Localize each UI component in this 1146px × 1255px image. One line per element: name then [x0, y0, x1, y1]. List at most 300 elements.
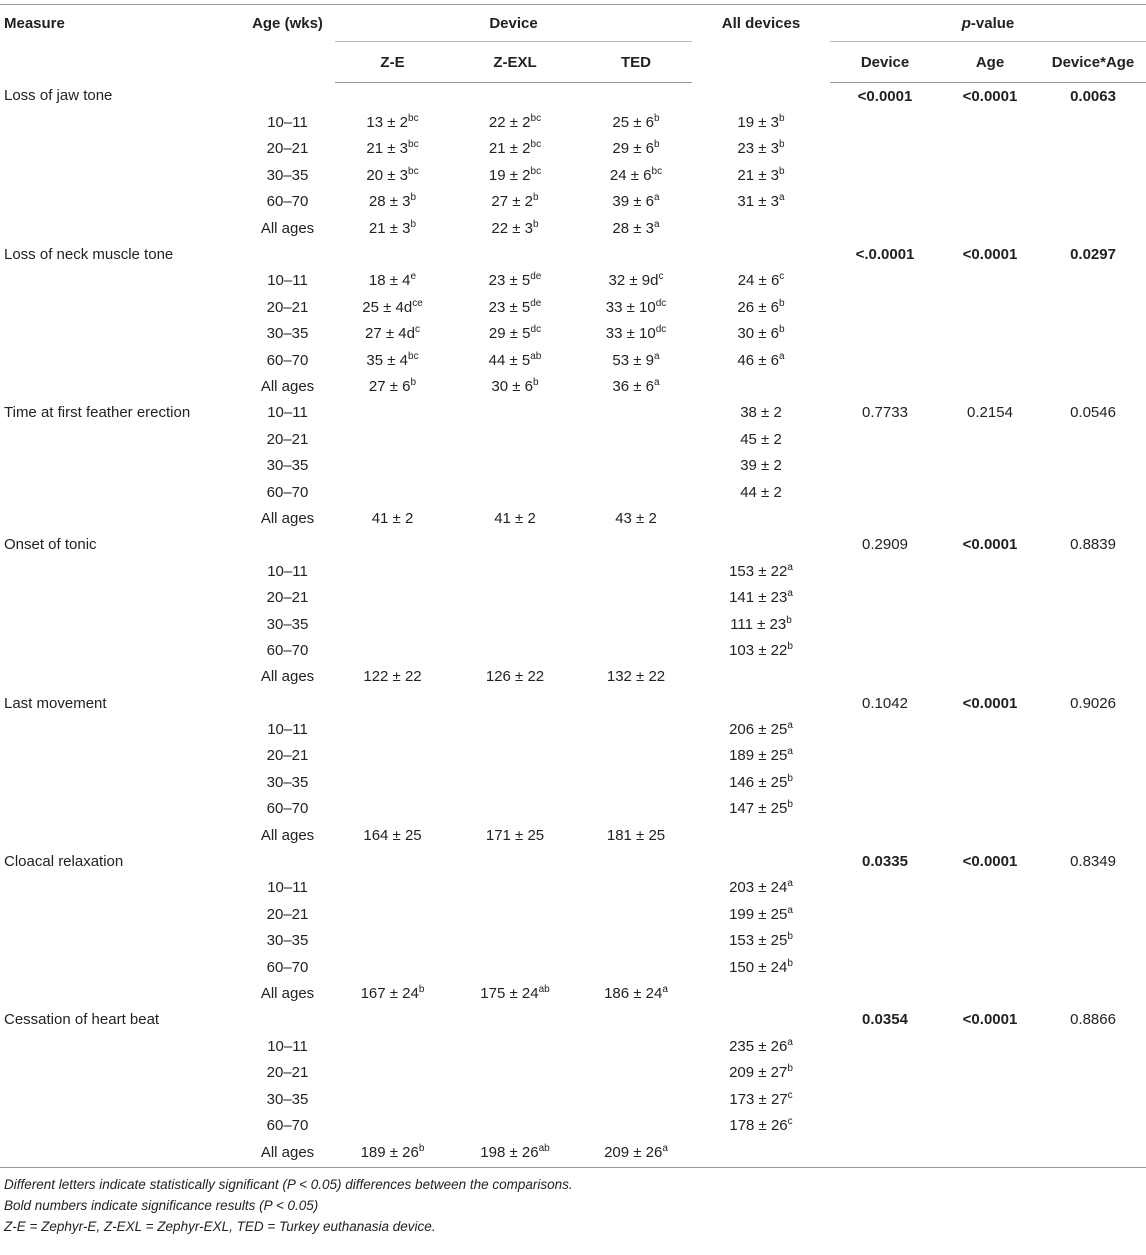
ted-cell: [580, 716, 692, 742]
age-row: [0, 954, 1146, 980]
p-device-cell: [830, 532, 940, 558]
p-device-age-cell: [1040, 294, 1146, 320]
age-row: [0, 1112, 1146, 1138]
p-device-cell-value: 0.0354: [862, 1011, 908, 1029]
age-row: [0, 373, 1146, 399]
zexl-cell: [450, 743, 580, 769]
age-cell: [240, 189, 335, 215]
age-cell: [240, 1086, 335, 1112]
all-devices-cell: [692, 268, 830, 294]
ted-cell-superscript: dc: [655, 324, 667, 336]
ze-cell: [335, 215, 450, 241]
all-devices-cell-superscript: c: [787, 1115, 793, 1127]
zexl-cell: [450, 848, 580, 874]
table-header: [0, 5, 1146, 83]
ted-cell: [580, 189, 692, 215]
measure-label: [0, 347, 240, 373]
all-devices-cell-value: 46 ± 6: [737, 351, 780, 369]
ted-cell: [580, 901, 692, 927]
ted-cell: [580, 1139, 692, 1168]
measure-label: [0, 1007, 240, 1033]
age-cell-value: All ages: [260, 984, 315, 1002]
p-device-age-cell-value: 0.0546: [1070, 404, 1116, 422]
ze-cell: [335, 1112, 450, 1138]
ted-cell: [580, 452, 692, 478]
p-device-age-cell: [1040, 1007, 1146, 1033]
header-ze: Z-E: [335, 42, 450, 83]
p-device-cell: [830, 321, 940, 347]
all-devices-cell-value: 150 ± 24: [729, 958, 788, 976]
zexl-cell-value: 30 ± 6: [491, 377, 534, 395]
ted-cell: [580, 690, 692, 716]
ze-cell-superscript: bc: [408, 165, 419, 177]
ted-cell: [580, 584, 692, 610]
all-devices-cell-superscript: a: [779, 350, 785, 362]
ze-cell-superscript: e: [410, 271, 417, 283]
age-cell: [240, 769, 335, 795]
header-age: Age (wks): [240, 5, 335, 83]
p-device-age-cell: [1040, 83, 1146, 110]
age-cell: [240, 136, 335, 162]
p-device-age-cell: [1040, 875, 1146, 901]
p-device-cell: [830, 875, 940, 901]
measure-label-value: Cloacal relaxation: [4, 853, 124, 871]
p-age-cell: [940, 875, 1040, 901]
all-devices-cell-value: 103 ± 22: [729, 641, 788, 659]
ze-cell: [335, 294, 450, 320]
ted-cell-superscript: a: [662, 1143, 668, 1155]
zexl-cell-value: 175 ± 24: [480, 984, 539, 1002]
age-row: [0, 1059, 1146, 1085]
zexl-cell: [450, 769, 580, 795]
ted-cell: [580, 848, 692, 874]
p-age-cell: [940, 848, 1040, 874]
ze-cell-value: 18 ± 4: [368, 272, 411, 290]
ted-cell: [580, 743, 692, 769]
age-row: [0, 716, 1146, 742]
ze-cell: [335, 241, 450, 267]
footnote-letters: Different letters indicate statistically significant (P < 0.05) differences between the comparisons.: [4, 1176, 573, 1192]
header-p-value-group: [830, 5, 1146, 42]
ted-cell-value: 32 ± 9d: [608, 272, 659, 290]
age-row: [0, 136, 1146, 162]
ze-cell: [335, 848, 450, 874]
all-devices-cell: [692, 743, 830, 769]
all-devices-cell-superscript: a: [787, 878, 793, 890]
ze-cell-value: 35 ± 4: [366, 351, 409, 369]
p-age-cell-value: <0.0001: [962, 1011, 1018, 1029]
p-device-age-cell: [1040, 664, 1146, 690]
ze-cell: [335, 558, 450, 584]
age-cell-value: 10–11: [267, 562, 308, 580]
ze-cell: [335, 83, 450, 110]
ted-cell-superscript: b: [654, 113, 660, 125]
ted-cell-value: 39 ± 6: [612, 193, 655, 211]
measure-label: [0, 584, 240, 610]
age-cell-value: All ages: [260, 377, 315, 395]
ze-cell-superscript: bc: [408, 350, 419, 362]
ze-cell-value: 21 ± 3: [368, 219, 411, 237]
age-cell-value: 30–35: [266, 773, 309, 791]
measure-label: [0, 400, 240, 426]
age-row: [0, 901, 1146, 927]
age-row: [0, 875, 1146, 901]
all-devices-cell-superscript: b: [787, 931, 793, 943]
ted-cell-superscript: bc: [651, 165, 663, 177]
age-cell-value: 60–70: [266, 1116, 309, 1134]
age-cell-value: All ages: [260, 1144, 315, 1162]
all-devices-cell: [692, 928, 830, 954]
ze-cell: [335, 954, 450, 980]
p-device-age-cell: [1040, 426, 1146, 452]
age-row: [0, 980, 1146, 1006]
ted-cell-value: 186 ± 24: [604, 984, 663, 1002]
zexl-cell: [450, 532, 580, 558]
p-device-cell: [830, 716, 940, 742]
results-table: [0, 4, 1146, 1168]
all-devices-cell-value: 44 ± 2: [740, 483, 782, 501]
age-row: [0, 637, 1146, 663]
age-cell: [240, 452, 335, 478]
ted-cell-value: 181 ± 25: [606, 826, 666, 844]
ted-cell: [580, 875, 692, 901]
ted-cell-value: 53 ± 9: [612, 351, 655, 369]
p-device-age-cell: [1040, 1112, 1146, 1138]
p-age-cell: [940, 1059, 1040, 1085]
ted-cell: [580, 321, 692, 347]
measure-label: [0, 796, 240, 822]
ted-cell: [580, 83, 692, 110]
age-cell-value: 10–11: [267, 879, 308, 897]
p-age-cell: [940, 637, 1040, 663]
age-row: [0, 479, 1146, 505]
age-cell: [240, 268, 335, 294]
p-device-cell: [830, 215, 940, 241]
age-cell-value: 60–70: [266, 641, 309, 659]
age-cell: [240, 400, 335, 426]
p-age-cell: [940, 162, 1040, 188]
p-device-cell-value: 0.0335: [862, 853, 908, 871]
age-cell-value: 20–21: [266, 589, 309, 607]
all-devices-cell: [692, 875, 830, 901]
all-devices-cell: [692, 136, 830, 162]
all-devices-cell: [692, 241, 830, 267]
ze-cell: [335, 690, 450, 716]
p-age-cell: [940, 1112, 1040, 1138]
p-device-cell: [830, 980, 940, 1006]
all-devices-cell: [692, 901, 830, 927]
all-devices-cell: [692, 848, 830, 874]
all-devices-cell-value: 39 ± 2: [740, 457, 782, 475]
all-devices-cell: [692, 980, 830, 1006]
p-device-age-cell: [1040, 373, 1146, 399]
p-device-cell: [830, 83, 940, 110]
measure-label: [0, 980, 240, 1006]
measure-label-value: Time at first feather erection: [4, 404, 191, 422]
zexl-cell-value: 22 ± 3: [491, 219, 534, 237]
ze-cell-value: 13 ± 2: [366, 114, 409, 132]
zexl-cell-value: 126 ± 22: [485, 668, 545, 686]
p-age-cell: [940, 690, 1040, 716]
p-device-cell: [830, 1007, 940, 1033]
zexl-cell: [450, 479, 580, 505]
p-device-age-cell: [1040, 769, 1146, 795]
p-device-cell: [830, 954, 940, 980]
zexl-cell: [450, 136, 580, 162]
zexl-cell-value: 22 ± 2: [488, 114, 531, 132]
age-cell: [240, 584, 335, 610]
ted-cell-value: 24 ± 6: [609, 166, 652, 184]
age-cell: [240, 479, 335, 505]
p-age-cell: [940, 400, 1040, 426]
age-cell: [240, 1112, 335, 1138]
all-devices-cell: [692, 479, 830, 505]
p-device-cell: [830, 796, 940, 822]
p-age-cell-value: 0.2154: [967, 404, 1013, 422]
zexl-cell: [450, 875, 580, 901]
zexl-cell: [450, 1112, 580, 1138]
p-age-cell: [940, 241, 1040, 267]
zexl-cell: [450, 1139, 580, 1168]
measure-row: [0, 848, 1146, 874]
ze-cell: [335, 1139, 450, 1168]
p-device-age-cell: [1040, 452, 1146, 478]
ze-cell: [335, 611, 450, 637]
age-cell: [240, 690, 335, 716]
all-devices-cell-value: 209 ± 27: [729, 1064, 788, 1082]
age-row: [0, 347, 1146, 373]
ted-cell-value: 25 ± 6: [612, 114, 655, 132]
all-devices-cell-superscript: b: [779, 139, 785, 151]
p-device-cell-value: <.0.0001: [855, 246, 915, 264]
age-cell: [240, 822, 335, 848]
measure-label: [0, 162, 240, 188]
ze-cell-superscript: bc: [408, 113, 419, 125]
zexl-cell: [450, 954, 580, 980]
ted-cell: [580, 215, 692, 241]
p-device-cell: [830, 400, 940, 426]
ted-cell: [580, 241, 692, 267]
p-age-cell-value: <0.0001: [962, 87, 1018, 105]
p-device-age-cell: [1040, 743, 1146, 769]
zexl-cell: [450, 452, 580, 478]
age-cell: [240, 294, 335, 320]
age-cell-value: All ages: [260, 509, 315, 527]
p-age-cell: [940, 716, 1040, 742]
p-device-cell: [830, 189, 940, 215]
measure-label: [0, 716, 240, 742]
p-device-age-cell: [1040, 505, 1146, 531]
footnote-abbreviations: Z-E = Zephyr-E, Z-EXL = Zephyr-EXL, TED = Turkey euthanasia device.: [4, 1218, 436, 1234]
zexl-cell: [450, 400, 580, 426]
p-device-age-cell-value: 0.8866: [1070, 1011, 1116, 1029]
ze-cell-value: 164 ± 25: [363, 826, 422, 844]
p-device-age-cell: [1040, 796, 1146, 822]
ted-cell-value: 43 ± 2: [615, 509, 657, 527]
zexl-cell-superscript: ab: [530, 350, 542, 362]
measure-label: [0, 611, 240, 637]
age-row: [0, 1033, 1146, 1059]
all-devices-cell-superscript: b: [786, 614, 792, 626]
all-devices-cell-value: 19 ± 3: [737, 114, 780, 132]
all-devices-cell-superscript: b: [787, 957, 793, 969]
age-cell: [240, 558, 335, 584]
p-device-age-cell: [1040, 1033, 1146, 1059]
ted-cell: [580, 954, 692, 980]
zexl-cell-value: 198 ± 26: [480, 1144, 539, 1162]
measure-label: [0, 426, 240, 452]
p-device-cell: [830, 1139, 940, 1168]
ted-cell: [580, 1059, 692, 1085]
zexl-cell-value: 23 ± 5: [488, 298, 531, 316]
all-devices-cell: [692, 690, 830, 716]
measure-label: [0, 1139, 240, 1168]
p-device-cell: [830, 347, 940, 373]
all-devices-cell-superscript: c: [779, 271, 785, 283]
ze-cell-superscript: b: [410, 218, 417, 230]
measure-label: [0, 928, 240, 954]
all-devices-cell: [692, 769, 830, 795]
ze-cell: [335, 664, 450, 690]
age-cell-value: 30–35: [266, 932, 309, 950]
all-devices-cell-superscript: b: [787, 1063, 793, 1075]
all-devices-cell: [692, 796, 830, 822]
zexl-cell: [450, 822, 580, 848]
ze-cell: [335, 875, 450, 901]
p-device-age-cell: [1040, 584, 1146, 610]
age-cell: [240, 83, 335, 110]
age-cell: [240, 743, 335, 769]
zexl-cell: [450, 294, 580, 320]
zexl-cell: [450, 215, 580, 241]
all-devices-cell-superscript: b: [787, 640, 793, 652]
measure-row: [0, 83, 1146, 110]
age-row: [0, 215, 1146, 241]
p-device-cell: [830, 611, 940, 637]
p-device-cell: [830, 558, 940, 584]
zexl-cell-superscript: de: [530, 297, 542, 309]
ted-cell: [580, 162, 692, 188]
age-cell-value: 30–35: [266, 457, 309, 475]
p-device-cell: [830, 769, 940, 795]
ze-cell: [335, 373, 450, 399]
p-device-cell: [830, 426, 940, 452]
ze-cell-value: 167 ± 24: [360, 984, 419, 1002]
zexl-cell-superscript: b: [533, 192, 539, 204]
age-cell-value: 20–21: [266, 1064, 309, 1082]
p-age-cell: [940, 928, 1040, 954]
measure-label: [0, 189, 240, 215]
age-cell: [240, 1033, 335, 1059]
ze-cell: [335, 162, 450, 188]
age-cell-value: 10–11: [267, 272, 308, 290]
age-cell: [240, 109, 335, 135]
ze-cell-superscript: b: [410, 192, 417, 204]
all-devices-cell: [692, 532, 830, 558]
p-device-age-cell: [1040, 532, 1146, 558]
zexl-cell: [450, 162, 580, 188]
all-devices-cell-value: 38 ± 2: [740, 404, 782, 422]
age-cell-value: 30–35: [266, 615, 309, 633]
all-devices-cell-value: 30 ± 6: [737, 325, 780, 343]
age-cell-value: 60–70: [266, 483, 309, 501]
zexl-cell: [450, 241, 580, 267]
all-devices-cell: [692, 347, 830, 373]
p-device-cell: [830, 162, 940, 188]
age-row: [0, 611, 1146, 637]
age-cell-value: 60–70: [266, 958, 309, 976]
ze-cell-superscript: b: [410, 376, 417, 388]
all-devices-cell-superscript: a: [779, 192, 785, 204]
all-devices-cell-value: 206 ± 25: [729, 721, 788, 739]
age-row: [0, 268, 1146, 294]
p-device-age-cell: [1040, 954, 1146, 980]
all-devices-cell: [692, 215, 830, 241]
age-cell-value: 20–21: [266, 430, 309, 448]
all-devices-cell-superscript: a: [787, 588, 793, 600]
p-device-age-cell: [1040, 558, 1146, 584]
zexl-cell: [450, 347, 580, 373]
ze-cell: [335, 743, 450, 769]
zexl-cell: [450, 505, 580, 531]
age-cell-value: 20–21: [266, 140, 309, 158]
age-cell: [240, 848, 335, 874]
ze-cell: [335, 928, 450, 954]
all-devices-cell: [692, 584, 830, 610]
measure-label: [0, 109, 240, 135]
footnote-bold: Bold numbers indicate significance results (P < 0.05): [4, 1197, 319, 1213]
p-device-cell: [830, 928, 940, 954]
age-cell-value: 20–21: [266, 747, 309, 765]
p-device-cell: [830, 822, 940, 848]
all-devices-cell-superscript: a: [787, 904, 793, 916]
all-devices-cell-value: 23 ± 3: [737, 140, 780, 158]
ted-cell-superscript: a: [654, 192, 660, 204]
p-device-cell-value: <0.0001: [857, 87, 913, 105]
measure-label: [0, 637, 240, 663]
all-devices-cell-superscript: b: [779, 113, 785, 125]
ze-cell: [335, 452, 450, 478]
results-table-container: [0, 4, 1146, 1237]
p-device-cell-value: 0.7733: [862, 404, 908, 422]
all-devices-cell-value: 21 ± 3: [737, 166, 780, 184]
all-devices-cell: [692, 162, 830, 188]
p-age-cell: [940, 426, 1040, 452]
ze-cell: [335, 769, 450, 795]
all-devices-cell-value: 173 ± 27: [729, 1090, 788, 1108]
p-device-cell: [830, 452, 940, 478]
ted-cell: [580, 822, 692, 848]
zexl-cell-value: 171 ± 25: [485, 826, 545, 844]
p-age-cell: [940, 954, 1040, 980]
p-age-cell-value: <0.0001: [962, 536, 1018, 554]
zexl-cell: [450, 928, 580, 954]
measure-label: [0, 848, 240, 874]
all-devices-cell-superscript: c: [787, 1089, 793, 1101]
age-row: [0, 769, 1146, 795]
zexl-cell: [450, 189, 580, 215]
zexl-cell-superscript: bc: [530, 165, 542, 177]
measure-label: [0, 136, 240, 162]
all-devices-cell: [692, 452, 830, 478]
zexl-cell: [450, 109, 580, 135]
p-device-cell: [830, 268, 940, 294]
age-cell-value: 30–35: [266, 1090, 309, 1108]
p-age-cell: [940, 796, 1040, 822]
all-devices-cell-value: 153 ± 22: [729, 562, 788, 580]
ze-cell-superscript: c: [414, 324, 420, 336]
ted-cell-superscript: dc: [655, 297, 667, 309]
